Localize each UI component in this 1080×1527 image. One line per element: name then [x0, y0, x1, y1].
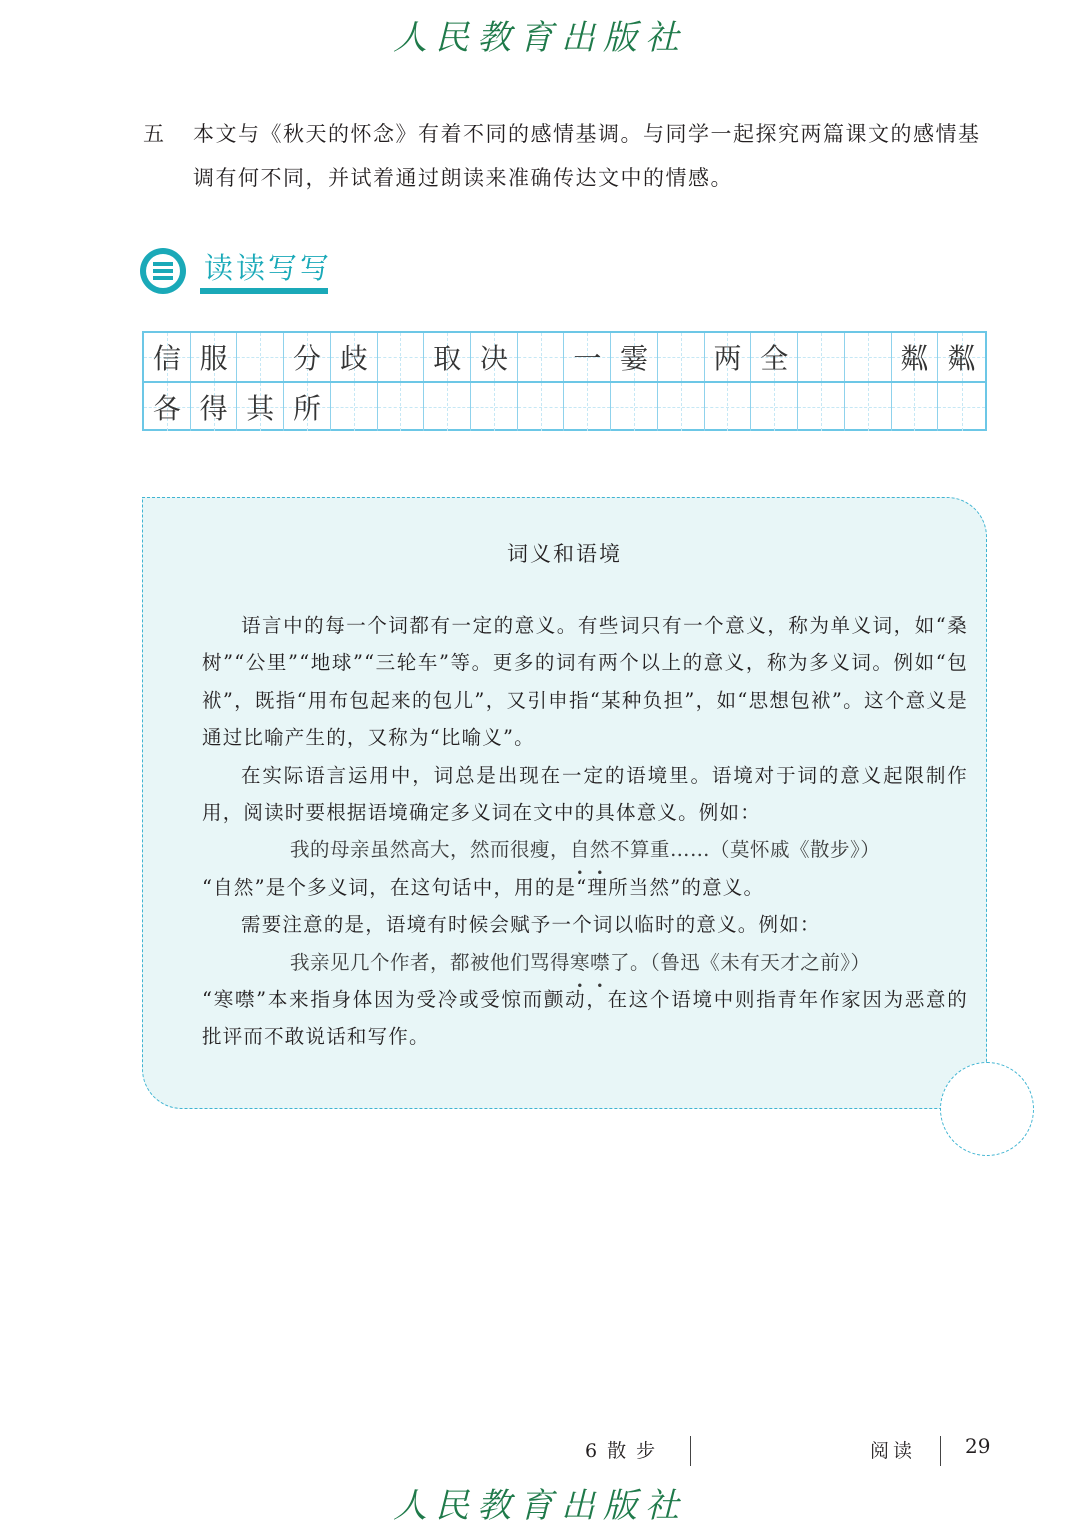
grid-cell	[845, 333, 892, 381]
grid-cell: 服	[191, 333, 238, 381]
emphasis-dot-char: 寒	[570, 950, 591, 974]
grid-cell	[845, 383, 892, 431]
question-text: 本文与《秋天的怀念》有着不同的感情基调。与同学一起探究两篇课文的感情基调有何不同，并试着通过朗读来准确传达文中的情感。	[193, 122, 981, 190]
tip-box-corner-notch	[940, 1062, 1034, 1156]
grid-cell	[237, 333, 284, 381]
grid-cell	[471, 383, 518, 431]
tip-paragraph: 需要注意的是，语境有时候会赋予一个词以临时的意义。例如：	[241, 913, 821, 937]
grid-cell	[938, 383, 985, 431]
grid-cell: 粼	[892, 333, 939, 381]
grid-cell	[798, 333, 845, 381]
emphasis-dot-char: 自	[570, 838, 591, 862]
grid-cell: 一	[564, 333, 611, 381]
grid-cell	[518, 383, 565, 431]
question-number: 五	[143, 122, 164, 146]
emphasis-dot-char: 噤	[590, 950, 611, 974]
tip-paragraph: “自然”是个多义词，在这句话中，用的是“理所当然”的意义。	[202, 875, 765, 899]
grid-cell	[424, 383, 471, 431]
grid-row-2	[144, 383, 985, 431]
footer-divider	[690, 1436, 691, 1466]
tip-box-title: 词义和语境	[507, 542, 622, 566]
grid-cell	[564, 383, 611, 431]
tip-paragraph: “寒噤”本来指身体因为受冷或受惊而颤动，在这个语境中则指青年作家因为恶意的批评而不敢说话和写作。	[202, 988, 968, 1049]
grid-cell: 粼	[938, 333, 985, 381]
example-quote: 我的母亲虽然高大，然而很瘦，自然不算重……（莫怀戚《散步》）	[290, 838, 881, 862]
grid-cell	[658, 383, 705, 431]
section-underline	[200, 288, 328, 294]
grid-cell	[705, 383, 752, 431]
grid-cell: 决	[471, 333, 518, 381]
grid-cell	[378, 383, 425, 431]
grid-cell: 得	[191, 383, 238, 431]
grid-cell	[892, 383, 939, 431]
grid-cell	[658, 333, 705, 381]
exercise-question	[143, 112, 993, 200]
emphasis-dot-char: 然	[590, 838, 611, 862]
grid-cell	[611, 383, 658, 431]
grid-cell	[518, 333, 565, 381]
grid-cell: 取	[424, 333, 471, 381]
grid-row-1	[144, 333, 985, 383]
example-quote: 我亲见几个作者，都被他们骂得寒噤了。（鲁迅《未有天才之前》）	[290, 950, 871, 974]
grid-cell: 分	[284, 333, 331, 381]
tip-paragraph: 语言中的每一个词都有一定的意义。有些词只有一个意义，称为单义词，如“桑树”“公里”“地球”“三轮车”等。更多的词有两个以上的意义，称为多义词。例如“包袱”，既指“用布包起来的包儿”，又引申指“某种负担”，如“思想包袱”。这个意义是通过比喻产生的，又称为“比喻义”。	[202, 614, 968, 750]
footer-unit: 阅读	[870, 1440, 917, 1462]
grid-cell: 全	[751, 333, 798, 381]
three-bars-icon	[140, 248, 186, 294]
footer-divider	[940, 1436, 941, 1466]
grid-cell	[378, 333, 425, 381]
grid-cell	[798, 383, 845, 431]
footer-lesson: 6 散 步	[585, 1440, 658, 1462]
grid-cell: 所	[284, 383, 331, 431]
publisher-watermark-bottom: 人民教育出版社	[393, 1486, 687, 1526]
grid-cell: 各	[144, 383, 191, 431]
grid-cell	[751, 383, 798, 431]
tip-box-body	[202, 607, 968, 1056]
grid-cell: 霎	[611, 333, 658, 381]
grid-cell: 歧	[331, 333, 378, 381]
grid-cell: 信	[144, 333, 191, 381]
grid-cell: 两	[705, 333, 752, 381]
publisher-watermark-top: 人民教育出版社	[393, 18, 687, 58]
grid-cell: 其	[237, 383, 284, 431]
word-writing-grid	[142, 331, 987, 431]
tip-paragraph: 在实际语言运用中，词总是出现在一定的语境里。语境对于词的意义起限制作用，阅读时要根据语境确定多义词在文中的具体意义。例如：	[202, 763, 968, 825]
section-title: 读读写写	[204, 251, 333, 285]
page-number: 29	[965, 1434, 991, 1458]
grid-cell	[331, 383, 378, 431]
